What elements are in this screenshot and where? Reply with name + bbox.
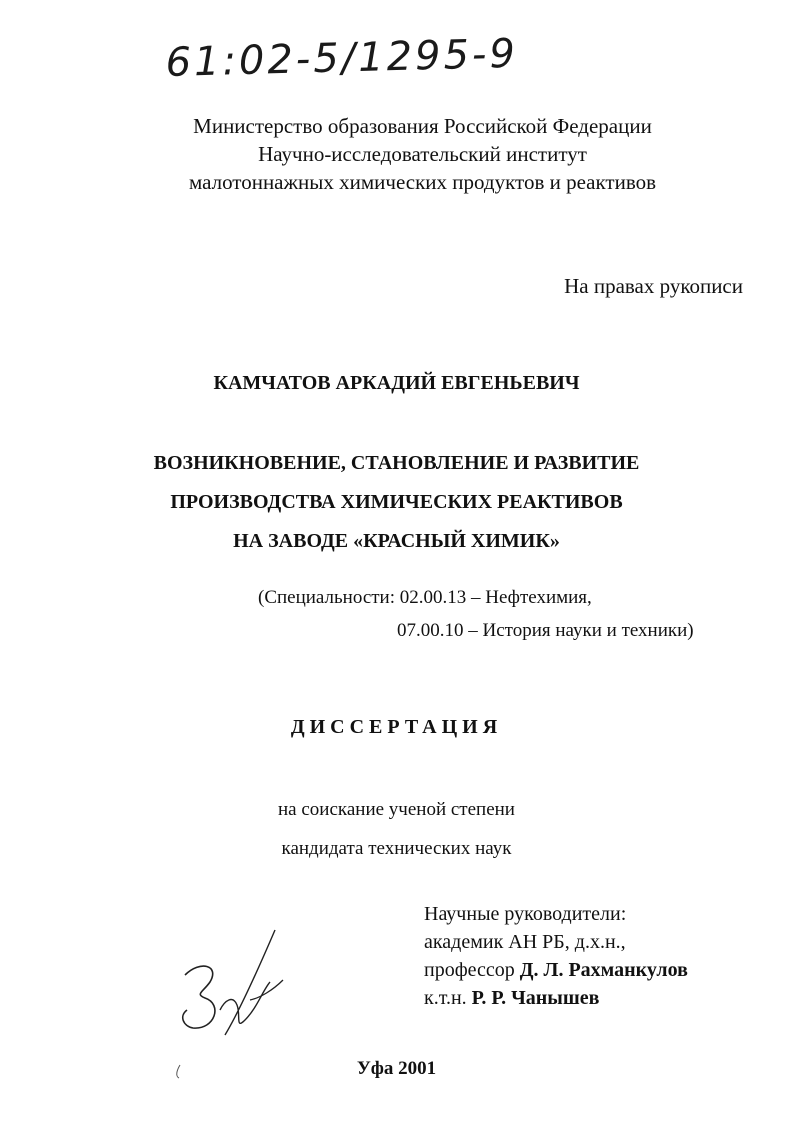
supervisors-heading: Научные руководители: xyxy=(424,903,627,925)
supervisor-2-name: Р. Р. Чанышев xyxy=(471,987,600,1009)
supervisor-2-degree: к.т.н. xyxy=(424,987,472,1009)
supervisors-block xyxy=(424,900,688,1012)
title-line-3: НА ЗАВОДЕ «КРАСНЫЙ ХИМИК» xyxy=(233,530,560,552)
degree-line-1: на соискание ученой степени xyxy=(278,799,515,820)
institution-header xyxy=(150,112,695,196)
handwritten-signature xyxy=(165,920,305,1080)
degree-statement xyxy=(0,790,793,868)
author-name: КАМЧАТОВ АРКАДИЙ ЕВГЕНЬЕВИЧ xyxy=(213,372,580,394)
title-line-2: ПРОИЗВОДСТВА ХИМИЧЕСКИХ РЕАКТИВОВ xyxy=(170,491,623,513)
supervisor-1-line xyxy=(424,956,688,984)
supervisor-1-title: академик АН РБ, д.х.н., xyxy=(424,931,626,953)
specialty-line-1: (Специальности: 02.00.13 – Нефтехимия, xyxy=(258,587,592,608)
document-type: ДИССЕРТАЦИЯ xyxy=(290,716,503,738)
institute-line: Научно-исследовательский институт xyxy=(258,142,587,166)
archive-number-handwritten: 61:02-5/1295-9 xyxy=(165,30,519,86)
title-line-1: ВОЗНИКНОВЕНИЕ, СТАНОВЛЕНИЕ И РАЗВИТИЕ xyxy=(153,452,640,474)
degree-line-2: кандидата технических наук xyxy=(281,838,512,859)
supervisor-2-line xyxy=(424,984,688,1012)
ministry-line: Министерство образования Российской Федерации xyxy=(193,114,652,138)
institute-name-line: малотоннажных химических продуктов и реактивов xyxy=(188,170,657,194)
city-and-year: Уфа 2001 xyxy=(356,1058,437,1079)
supervisor-1-name: Д. Л. Рахманкулов xyxy=(519,959,688,981)
manuscript-rights-note: На правах рукописи xyxy=(564,274,743,298)
dissertation-title xyxy=(0,444,793,561)
supervisor-1-rank: профессор xyxy=(424,959,520,981)
specialty-line-2: 07.00.10 – История науки и техники) xyxy=(397,620,694,641)
